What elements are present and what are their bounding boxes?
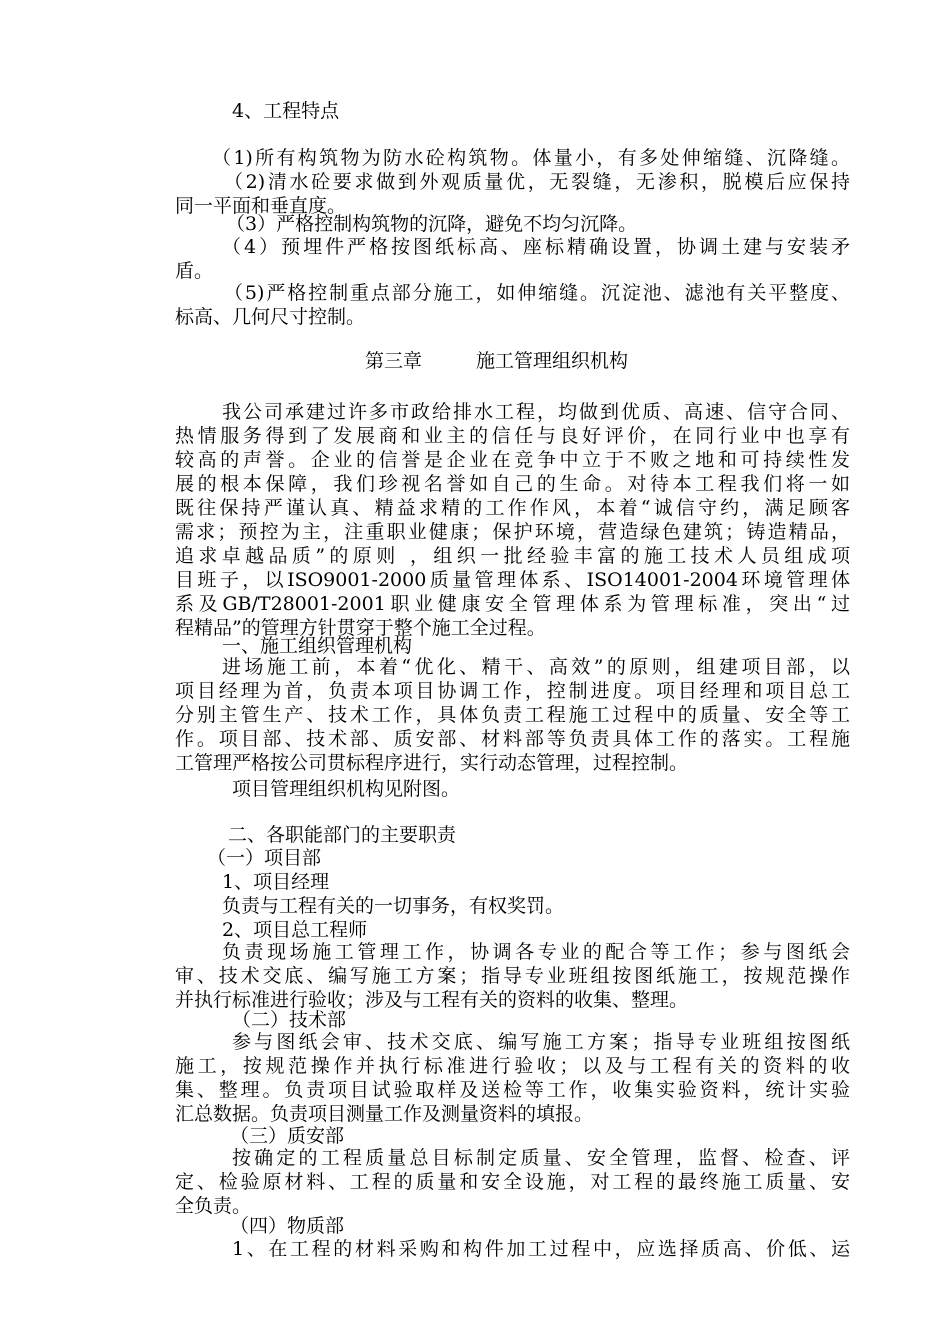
feature-item-4-line-2: 盾。	[175, 260, 214, 282]
intro-line-8: 目班子，以ISO9001-2000质量管理体系、ISO14001-2004环境管理体	[175, 569, 850, 591]
feature-item-2-line-1: （2)清水砼要求做到外观质量优，无裂缝，无渗积，脱模后应保持	[224, 171, 850, 193]
chapter-title: 施工管理组织机构	[476, 350, 629, 372]
role-chief-engineer-line-3: 并执行标准进行验收；涉及与工程有关的资料的收集、整理。	[175, 989, 689, 1011]
intro-line-5: 既往保持严谨认真、精益求精的工作作风，本着“诚信守约，满足顾客	[175, 497, 850, 519]
intro-line-9: 系及GB/T28001-2001职业健康安全管理体系为管理标准，突出“过	[175, 593, 850, 615]
dept-qs-line-1: 按确定的工程质量总目标制定质量、安全管理，监督、检查、评	[232, 1147, 850, 1169]
intro-line-10: 程精品”的管理方针贯穿于整个施工全过程。	[175, 617, 546, 639]
org-line-5: 工管理严格按公司贯标程序进行，实行动态管理，过程控制。	[175, 752, 689, 774]
dept-tech-line-1: 参与图纸会审、技术交底、编写施工方案；指导专业班组按图纸	[232, 1031, 850, 1053]
dept-tech-line-4: 汇总数据。负责项目测量工作及测量资料的填报。	[175, 1103, 594, 1125]
dept-tech-title: （二）技术部	[232, 1009, 347, 1031]
feature-item-3: （3）严格控制构筑物的沉降，避免不均匀沉降。	[226, 213, 638, 235]
org-line-3: 分别主管生产、技术工作，具体负责工程施工过程中的质量、安全等工	[175, 704, 850, 726]
role-manager-text: 负责与工程有关的一切事务，有权奖罚。	[222, 895, 565, 917]
dept-qs-line-3: 全负责。	[175, 1195, 252, 1217]
role-chief-engineer-title: 2、项目总工程师	[222, 919, 368, 941]
dept-project-title: （一）项目部	[207, 847, 322, 869]
intro-line-4: 展的根本保障，我们珍视名誉如自己的生命。对待本工程我们将一如	[175, 473, 850, 495]
intro-line-1: 我公司承建过许多市政给排水工程，均做到优质、高速、信守合同、	[222, 401, 850, 423]
dept-material-title: （四）物质部	[230, 1215, 345, 1237]
org-heading: 一、施工组织管理机构	[222, 635, 413, 657]
feature-item-1: （1)所有构筑物为防水砼构筑物。体量小，有多处伸缩缝、沉降缝。	[212, 147, 850, 169]
feature-item-5-line-2: 标高、几何尺寸控制。	[175, 306, 366, 328]
feature-item-5-line-1: （5)严格控制重点部分施工，如伸缩缝。沉淀池、滤池有关平整度、	[224, 282, 850, 304]
chapter-number: 第三章	[365, 350, 423, 372]
role-chief-engineer-line-2: 审、技术交底、编写施工方案；指导专业班组按图纸施工，按规范操作	[175, 965, 850, 987]
org-line-1: 进场施工前，本着“优化、精干、高效”的原则，组建项目部，以	[222, 656, 850, 678]
dept-qs-title: （三）质安部	[230, 1125, 345, 1147]
org-line-2: 项目经理为首，负责本项目协调工作，控制进度。项目经理和项目总工	[175, 680, 850, 702]
role-chief-engineer-line-1: 负责现场施工管理工作，协调各专业的配合等工作；参与图纸会	[222, 941, 850, 963]
dept-tech-line-3: 集、整理。负责项目试验取样及送检等工作，收集实验资料，统计实验	[175, 1079, 850, 1101]
intro-line-6: 需求；预控为主，注重职业健康；保护环境，营造绿色建筑；铸造精品，	[175, 521, 850, 543]
intro-line-3: 较高的声誉。企业的信誉是企业在竞争中立于不败之地和可持续性发	[175, 449, 850, 471]
duties-heading: 二、各职能部门的主要职责	[228, 824, 457, 846]
feature-item-4-line-1: （4）预埋件严格按图纸标高、座标精确设置，协调土建与安装矛	[222, 236, 850, 258]
org-note: 项目管理组织机构见附图。	[232, 778, 461, 800]
intro-line-7: 追求卓越品质”的原则 ，组织一批经验丰富的施工技术人员组成项	[175, 545, 850, 567]
org-line-4: 作。项目部、技术部、质安部、材料部等负责具体工作的落实。工程施	[175, 728, 850, 750]
dept-material-line-1: 1、在工程的材料采购和构件加工过程中，应选择质高、价低、运	[232, 1238, 850, 1260]
intro-line-2: 热情服务得到了发展商和业主的信任与良好评价，在同行业中也享有	[175, 425, 850, 447]
dept-tech-line-2: 施工，按规范操作并执行标准进行验收；以及与工程有关的资料的收	[175, 1055, 850, 1077]
feature-item-2-line-2: 同一平面和垂直度。	[175, 195, 347, 217]
dept-qs-line-2: 定、检验原材料、工程的质量和安全设施，对工程的最终施工质量、安	[175, 1171, 850, 1193]
role-manager-title: 1、项目经理	[222, 871, 330, 893]
section-heading: 4、工程特点	[232, 100, 340, 122]
